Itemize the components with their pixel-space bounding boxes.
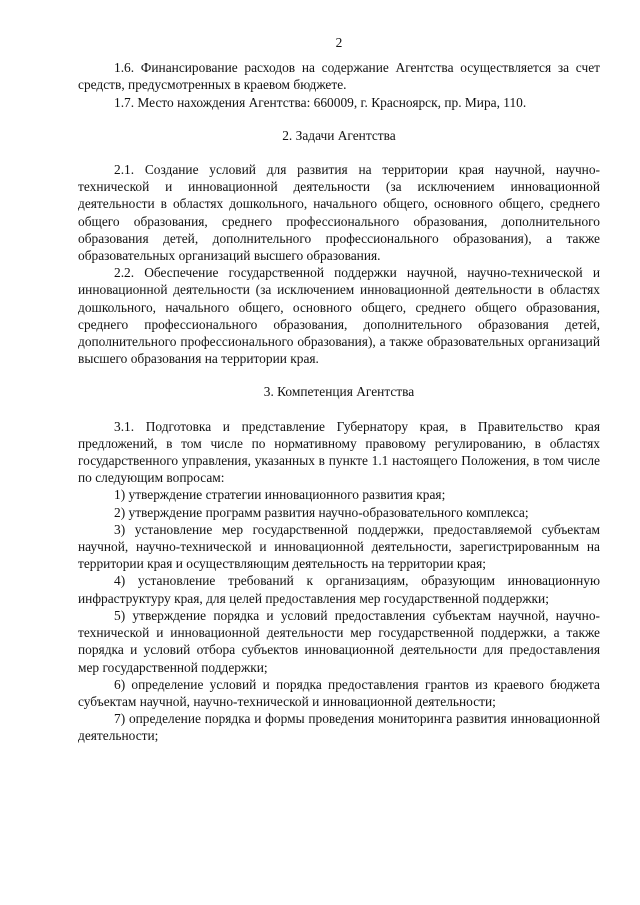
- section-2-heading: 2. Задачи Агентства: [282, 127, 396, 143]
- section-3-heading: 3. Компетенция Агентства: [263, 384, 415, 400]
- list-item-5: 5) утверждение порядка и условий предоставления субъектам научной, научно-технической и инновационной деятельности мер государственной поддержки, а также порядка и условий отбора субъектов инновационной деятельности для предоставления мер государственной поддержки;: [78, 607, 600, 675]
- list-item-4: 4) установление требований к организациям, образующим инновационную инфраструктуру края, для целей предоставления мер государственной поддержки;: [78, 573, 600, 606]
- list-item-6: 6) определение условий и порядка предоставления грантов из краевого бюджета субъектам научной, научно-технической и инновационной деятельности;: [78, 676, 600, 709]
- paragraph-2-1: 2.1. Создание условий для развития на территории края научной, научно-технической и инновационной деятельности (за исключением инновационной деятельности в областях дошкольного, начального общего, основного общего, среднего общего образования, среднего профессионального образования, дополнительного образования детей, дополнительного профессионального образования), а также образовательных организаций высшего образования.: [78, 162, 600, 264]
- list-item-7: 7) определение порядка и формы проведения мониторинга развития инновационной деятельности;: [78, 711, 600, 744]
- paragraph-2-2: 2.2. Обеспечение государственной поддержки научной, научно-технической и инновационной деятельности (за исключением инновационной деятельности в областях дошкольного, начального общего, основного общего, среднего общего образования, среднего профессионального образования, дополнительного образования детей, дополнительного профессионального образования), а также образовательных организаций высшего образования на территории края.: [78, 265, 600, 367]
- page-number: 2: [335, 35, 343, 50]
- paragraph-1-7: 1.7. Место нахождения Агентства: 660009, г. Красноярск, пр. Мира, 110.: [114, 94, 527, 110]
- list-item-1: 1) утверждение стратегии инновационного развития края;: [114, 487, 446, 503]
- list-item-3: 3) установление мер государственной поддержки, предоставляемой субъектам научной, научно-технической и инновационной деятельности, зарегистрированным на территории края и осуществляющим деятельность на территории края;: [78, 521, 600, 572]
- list-item-2: 2) утверждение программ развития научно-образовательного комплекса;: [114, 504, 529, 520]
- paragraph-1-6: 1.6. Финансирование расходов на содержание Агентства осуществляется за счет средств, предусмотренных в краевом бюджете.: [78, 60, 600, 93]
- paragraph-3-1: 3.1. Подготовка и представление Губернатору края, в Правительство края предложений, в том числе по нормативному правовому регулированию, в областях государственного управления, указанных в пункте 1.1 настоящего Положения, в том числе по следующим вопросам:: [78, 418, 600, 486]
